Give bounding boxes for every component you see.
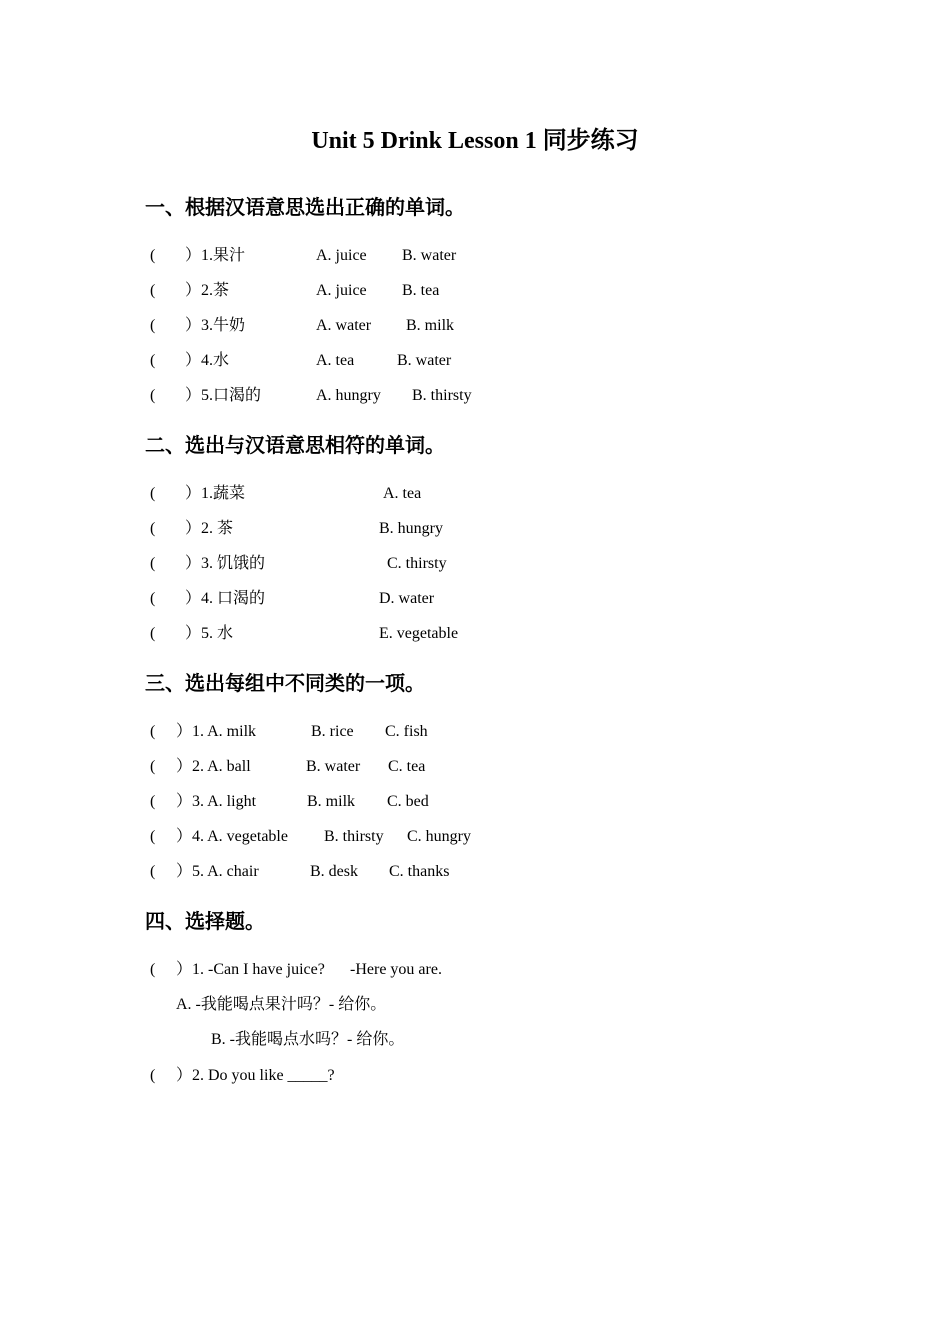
question-text: ）4.水 xyxy=(185,352,230,369)
question-text: ）2. 茶 xyxy=(185,520,234,537)
question-text: ）3.牛奶 xyxy=(185,317,246,334)
answer-paren: ( xyxy=(150,723,156,740)
answer-paren: ( xyxy=(150,793,156,810)
section4-heading: 四、选择题。 xyxy=(145,911,265,933)
option-a: ）1. A. milk xyxy=(176,723,257,740)
question-text: ）2. Do you like _____? xyxy=(176,1067,335,1084)
option-a: A. water xyxy=(316,317,372,334)
option-a: A. juice xyxy=(316,247,367,264)
answer-paren: ( xyxy=(150,317,156,334)
question-text: ）5. 水 xyxy=(185,625,234,642)
answer-paren: ( xyxy=(150,387,156,404)
option-c: C. tea xyxy=(388,758,426,775)
option-text: B. hungry xyxy=(379,520,443,537)
option-a: A. juice xyxy=(316,282,367,299)
option-text: A. tea xyxy=(383,485,422,502)
question-text: ）2.茶 xyxy=(185,282,230,299)
option-b: B. thirsty xyxy=(412,387,472,404)
option-c: C. fish xyxy=(385,723,428,740)
option-a: A. hungry xyxy=(316,387,381,404)
option-text: C. thirsty xyxy=(387,555,447,572)
answer-paren: ( xyxy=(150,247,156,264)
answer-paren: ( xyxy=(150,282,156,299)
option-a: ）3. A. light xyxy=(176,793,257,810)
option-text: D. water xyxy=(379,590,435,607)
question-text: ）3. 饥饿的 xyxy=(185,555,266,572)
option-b: B. milk xyxy=(406,317,455,334)
question-text: ）1. -Can I have juice? xyxy=(176,961,325,978)
answer-paren: ( xyxy=(150,758,156,775)
section4-q1-option-a: A. -我能喝点果汁吗？- 给你。 xyxy=(176,996,387,1013)
option-c: C. hungry xyxy=(407,828,471,845)
answer-paren: ( xyxy=(150,520,156,537)
question-text: ）1.果汁 xyxy=(185,247,246,264)
answer-paren: ( xyxy=(150,961,156,978)
answer-paren: ( xyxy=(150,590,156,607)
section4-q1-option-b: B. -我能喝点水吗？- 给你。 xyxy=(211,1031,405,1048)
answer-paren: ( xyxy=(150,1067,156,1084)
option-b: B. tea xyxy=(402,282,440,299)
option-b: B. water xyxy=(402,247,457,264)
answer-paren: ( xyxy=(150,828,156,845)
section3-heading: 三、选出每组中不同类的一项。 xyxy=(145,673,425,695)
page-title: Unit 5 Drink Lesson 1 同步练习 xyxy=(311,128,639,154)
answer-paren: ( xyxy=(150,625,156,642)
option-b: B. milk xyxy=(307,793,356,810)
option-b: B. desk xyxy=(310,863,358,880)
option-a: A. tea xyxy=(316,352,355,369)
option-a: ）4. A. vegetable xyxy=(176,828,288,845)
option-a: ）5. A. chair xyxy=(176,863,259,880)
option-text: E. vegetable xyxy=(379,625,459,642)
answer-paren: ( xyxy=(150,863,156,880)
option-b: B. water xyxy=(397,352,452,369)
option-b: B. rice xyxy=(311,723,354,740)
question-text: ）1.蔬菜 xyxy=(185,485,246,502)
option-c: C. thanks xyxy=(389,863,450,880)
answer-paren: ( xyxy=(150,555,156,572)
option-c: C. bed xyxy=(387,793,429,810)
option-a: ）2. A. ball xyxy=(176,758,251,775)
option-b: B. thirsty xyxy=(324,828,384,845)
question-reply: -Here you are. xyxy=(350,961,442,978)
question-text: ）4. 口渴的 xyxy=(185,590,266,607)
section1-heading: 一、根据汉语意思选出正确的单词。 xyxy=(145,197,465,219)
option-b: B. water xyxy=(306,758,361,775)
answer-paren: ( xyxy=(150,352,156,369)
question-text: ）5.口渴的 xyxy=(185,387,262,404)
section2-heading: 二、选出与汉语意思相符的单词。 xyxy=(145,435,445,457)
answer-paren: ( xyxy=(150,485,156,502)
